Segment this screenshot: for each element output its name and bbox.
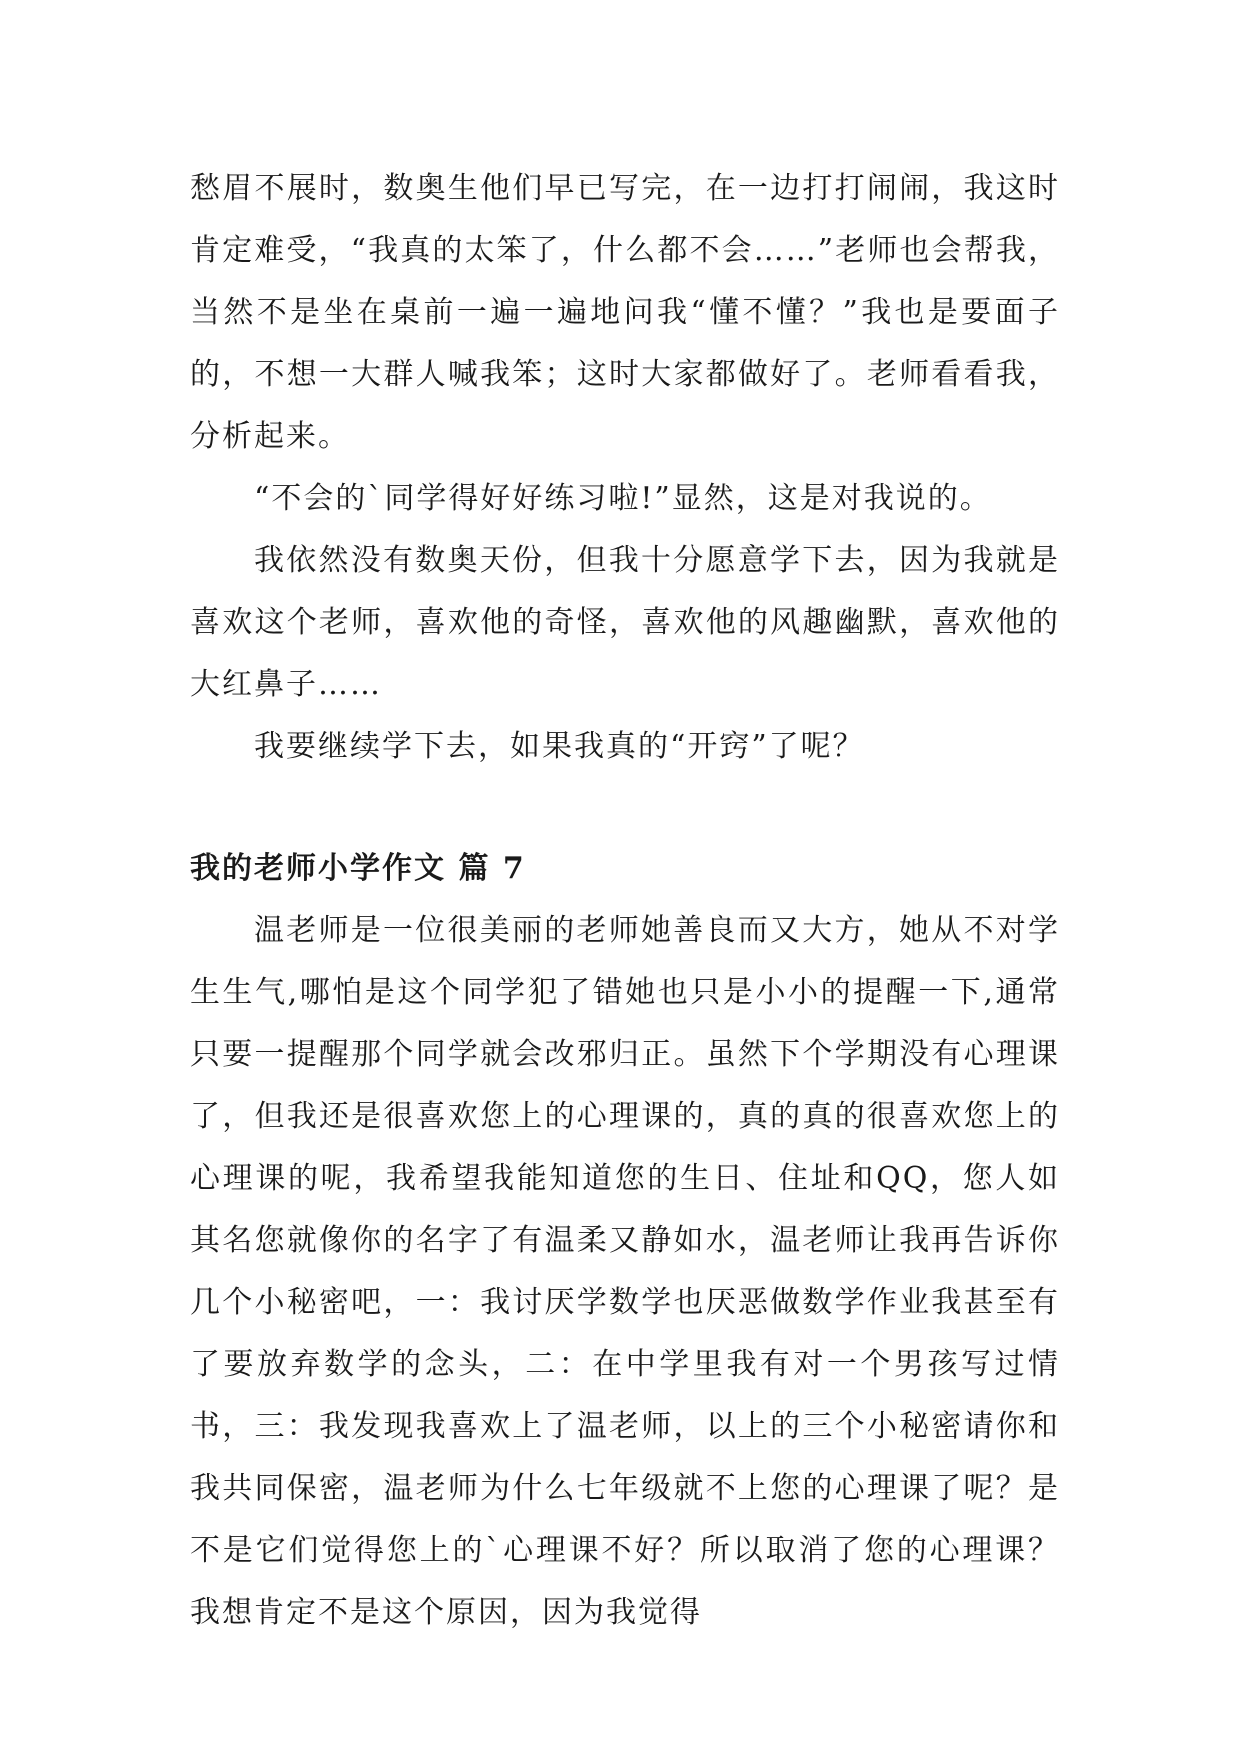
paragraph-teacher-wen: 温老师是一位很美丽的老师她善良而又大方，她从不对学生生气,哪怕是这个同学犯了错她也只是小小的提醒一下,通常只要一提醒那个同学就会改邪归正。虽然下个学期没有心理课了，但我还是很喜欢您上的心理课的，真的真的很喜欢您上的心理课的呢，我希望我能知道您的生日、住址和QQ，您人如其名您就像你的名字了有温柔又静如水，温老师让我再告诉你几个小秘密吧，一：我讨厌学数学也厌恶做数学作业我甚至有了要放弃数学的念头，二：在中学里我有对一个男孩写过情书，三：我发现我喜欢上了温老师，以上的三个小秘密请你和我共同保密，温老师为什么七年级就不上您的心理课了呢？是不是它们觉得您上的`心理课不好？所以取消了您的心理课？我想肯定不是这个原因，因为我觉得	[190, 913, 1060, 1630]
section-heading: 我的老师小学作文 篇 7	[190, 851, 526, 886]
paragraph-continuation: 愁眉不展时，数奥生他们早已写完，在一边打打闹闹，我这时肯定难受，“我真的太笨了，什么都不会……”老师也会帮我，当然不是坐在桌前一遍一遍地问我“懂不懂？”我也是要面子的，不想一大群人喊我笨；这时大家都做好了。老师看看我，分析起来。	[190, 171, 1060, 454]
paragraph-quote: “不会的`同学得好好练习啦!”显然，这是对我说的。	[254, 481, 992, 516]
document-body	[190, 158, 1060, 1644]
paragraph-continue: 我要继续学下去，如果我真的“开窍”了呢？	[254, 729, 865, 764]
paragraph-still-learning: 我依然没有数奥天份，但我十分愿意学下去，因为我就是喜欢这个老师，喜欢他的奇怪，喜欢他的风趣幽默，喜欢他的大红鼻子……	[190, 543, 1060, 702]
section-gap	[190, 778, 1060, 838]
